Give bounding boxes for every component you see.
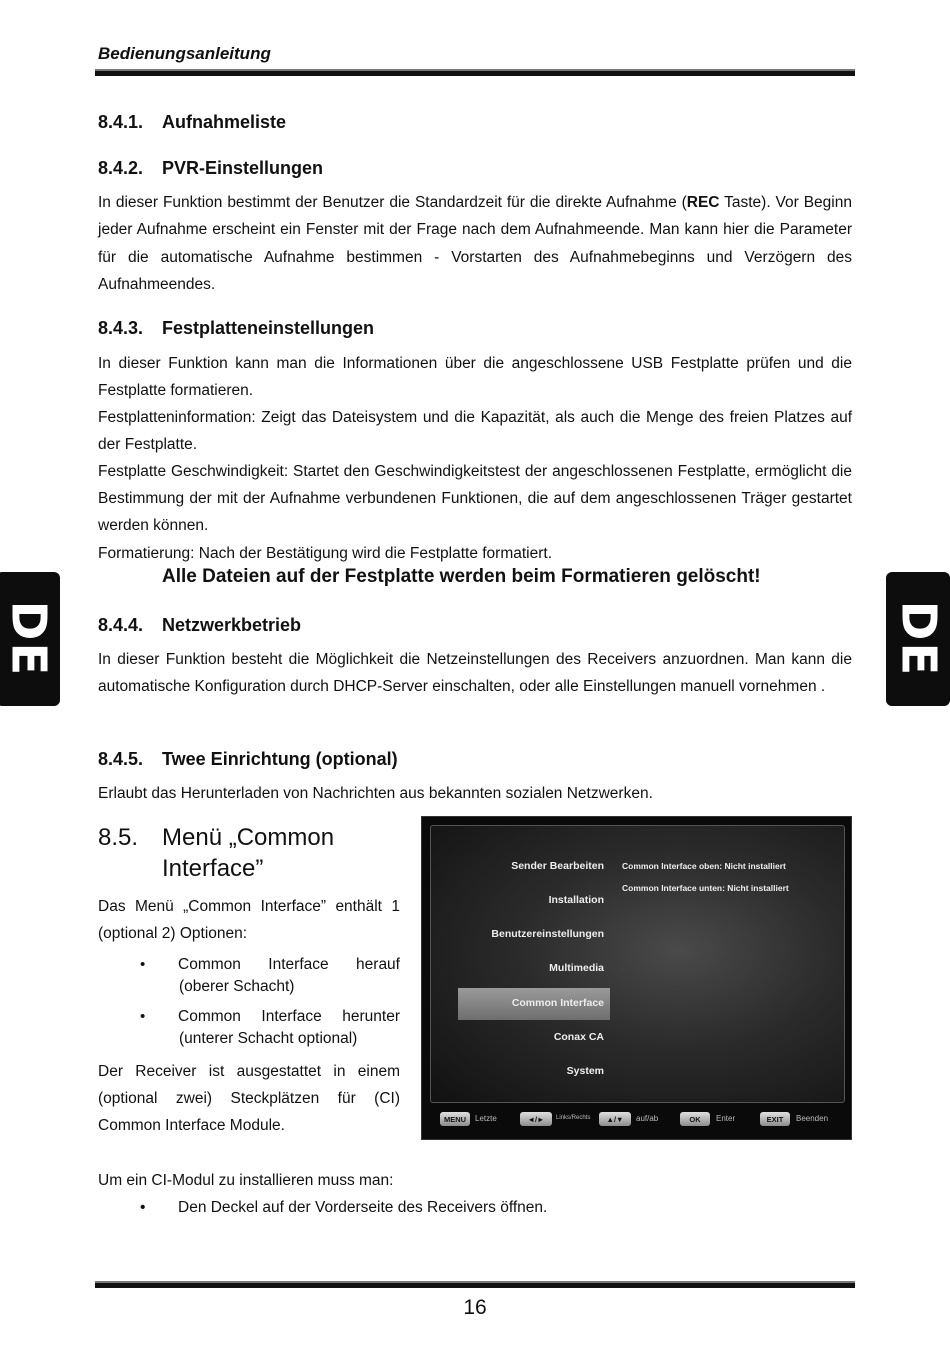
section-paragraph-843-2: Festplatteninformation: Zeigt das Dateisystem und die Kapazität, als auch die Menge des freien Platzes auf der Festplatte. [98, 409, 852, 453]
page-number: 16 [463, 1296, 487, 1319]
section-paragraph-842 [98, 189, 852, 298]
key-label: Letzte [475, 1114, 497, 1123]
section-heading-841 [98, 112, 286, 133]
menu-item: Multimedia [549, 962, 604, 974]
section-title: Twee Einrichtung (optional) [162, 749, 398, 769]
language-tab-right [886, 572, 950, 706]
list-item-text: Den Deckel auf der Vorderseite des Receivers öffnen. [178, 1199, 548, 1216]
section-paragraph-843-1: In dieser Funktion kann man die Informationen über die angeschlossene USB Festplatte prüfen und die Festplatte formatieren. [98, 355, 852, 399]
section-number: 8.4.5. [98, 749, 144, 769]
header-title: Bedienungsanleitung [98, 44, 271, 63]
key-label: Beenden [796, 1114, 829, 1123]
paragraph-text: In dieser Funktion bestimmt der Benutzer die Standardzeit für die direkte Aufnahme ( [98, 194, 687, 211]
rec-key-label: REC [686, 194, 720, 211]
section-heading-845 [98, 749, 398, 770]
bullet-icon: • [140, 1008, 146, 1025]
language-tab-label: DE [890, 600, 947, 678]
ci-status-upper: Common Interface oben: Nicht installiert [622, 861, 786, 871]
paragraph-text: Taste). Vor Beginn jeder Aufnahme erscheint ein Fenster mit der Frage nach dem Aufnahmeende. Man kann hier die Parameter für die automatische Aufnahme bestimmen - Vorstarten des Aufnahmebeginns und Verzögern des Aufnahmeendes. [98, 194, 852, 293]
menu-item: Installation [548, 894, 604, 906]
section-paragraph-843-3: Festplatte Geschwindigkeit: Startet den Geschwindigkeitstest der angeschlossenen Festplatte, ermöglicht die Bestimmung der mit der Aufnahme verbundenen Funktionen, die auf dem angeschlossenen Träger gestartet werden können. [98, 463, 852, 534]
language-tab-left [0, 572, 60, 706]
section-title: Netzwerkbetrieb [162, 615, 302, 635]
menu-screen [430, 825, 845, 1103]
section-number: 8.4.1. [98, 112, 144, 132]
common-interface-intro: Das Menü „Common Interface” enthält 1 (optional 2) Optionen: [98, 898, 400, 942]
section-title: Festplatteneinstellungen [162, 318, 375, 338]
section-title: Aufnahmeliste [162, 112, 287, 132]
list-item-text: Common Interface herunter [178, 1008, 400, 1025]
exit-key: EXIT [760, 1112, 790, 1126]
section-heading-844 [98, 615, 301, 636]
section-number: 8.5. [98, 824, 139, 851]
install-intro: Um ein CI-Modul zu installieren muss man: [98, 1172, 394, 1189]
bullet-icon: • [140, 956, 146, 973]
common-interface-description: Der Receiver ist ausgestattet in einem (optional zwei) Steckplätzen für (CI) Common Interface Module. [98, 1063, 400, 1134]
format-warning: Alle Dateien auf der Festplatte werden beim Formatieren gelöscht! [162, 566, 761, 587]
section-heading-85 [98, 822, 398, 884]
key-label: Links/Rechts [556, 1115, 591, 1121]
ok-key: OK [680, 1112, 710, 1126]
header-rule [95, 69, 855, 76]
section-title: PVR-Einstellungen [162, 158, 324, 178]
menu-item: Benutzereinstellungen [491, 928, 604, 940]
section-heading-843 [98, 318, 374, 339]
section-title: Menü „Common Interface” [162, 824, 335, 882]
list-item-subtext: (unterer Schacht optional) [179, 1030, 358, 1047]
section-number: 8.4.2. [98, 158, 144, 178]
menu-item: Conax CA [553, 1031, 604, 1043]
list-item-text: Common Interface herauf [178, 956, 400, 973]
section-paragraph-844: In dieser Funktion besteht die Möglichkeit die Netzeinstellungen des Receivers anzuordnen. Man kann die automatische Konfiguration durch DHCP-Server einschalten, oder alle Einstellungen manuell vornehmen . [98, 651, 852, 696]
bullet-icon: • [140, 1199, 146, 1216]
key-label: Enter [716, 1114, 736, 1123]
section-number: 8.4.3. [98, 318, 144, 338]
language-tab-label: DE [0, 600, 57, 678]
left-right-key: ◄/► [520, 1112, 552, 1126]
menu-footer-bar [422, 1105, 853, 1139]
receiver-menu-screenshot [421, 816, 852, 1140]
key-label: auf/ab [636, 1114, 659, 1123]
menu-item: System [566, 1065, 604, 1077]
section-paragraph-845: Erlaubt das Herunterladen von Nachrichten aus bekannten sozialen Netzwerken. [98, 785, 653, 802]
menu-item-selected: Common Interface [511, 997, 604, 1009]
section-paragraph-843-4: Formatierung: Nach der Bestätigung wird die Festplatte formatiert. [98, 545, 553, 562]
menu-item: Sender Bearbeiten [511, 860, 604, 872]
menu-key: MENU [440, 1112, 470, 1126]
list-item-subtext: (oberer Schacht) [179, 978, 295, 995]
section-number: 8.4.4. [98, 615, 144, 635]
section-heading-842 [98, 158, 323, 179]
up-down-key: ▲/▼ [599, 1112, 631, 1126]
ci-status-lower: Common Interface unten: Nicht installiert [622, 883, 789, 893]
footer-rule [95, 1281, 855, 1288]
